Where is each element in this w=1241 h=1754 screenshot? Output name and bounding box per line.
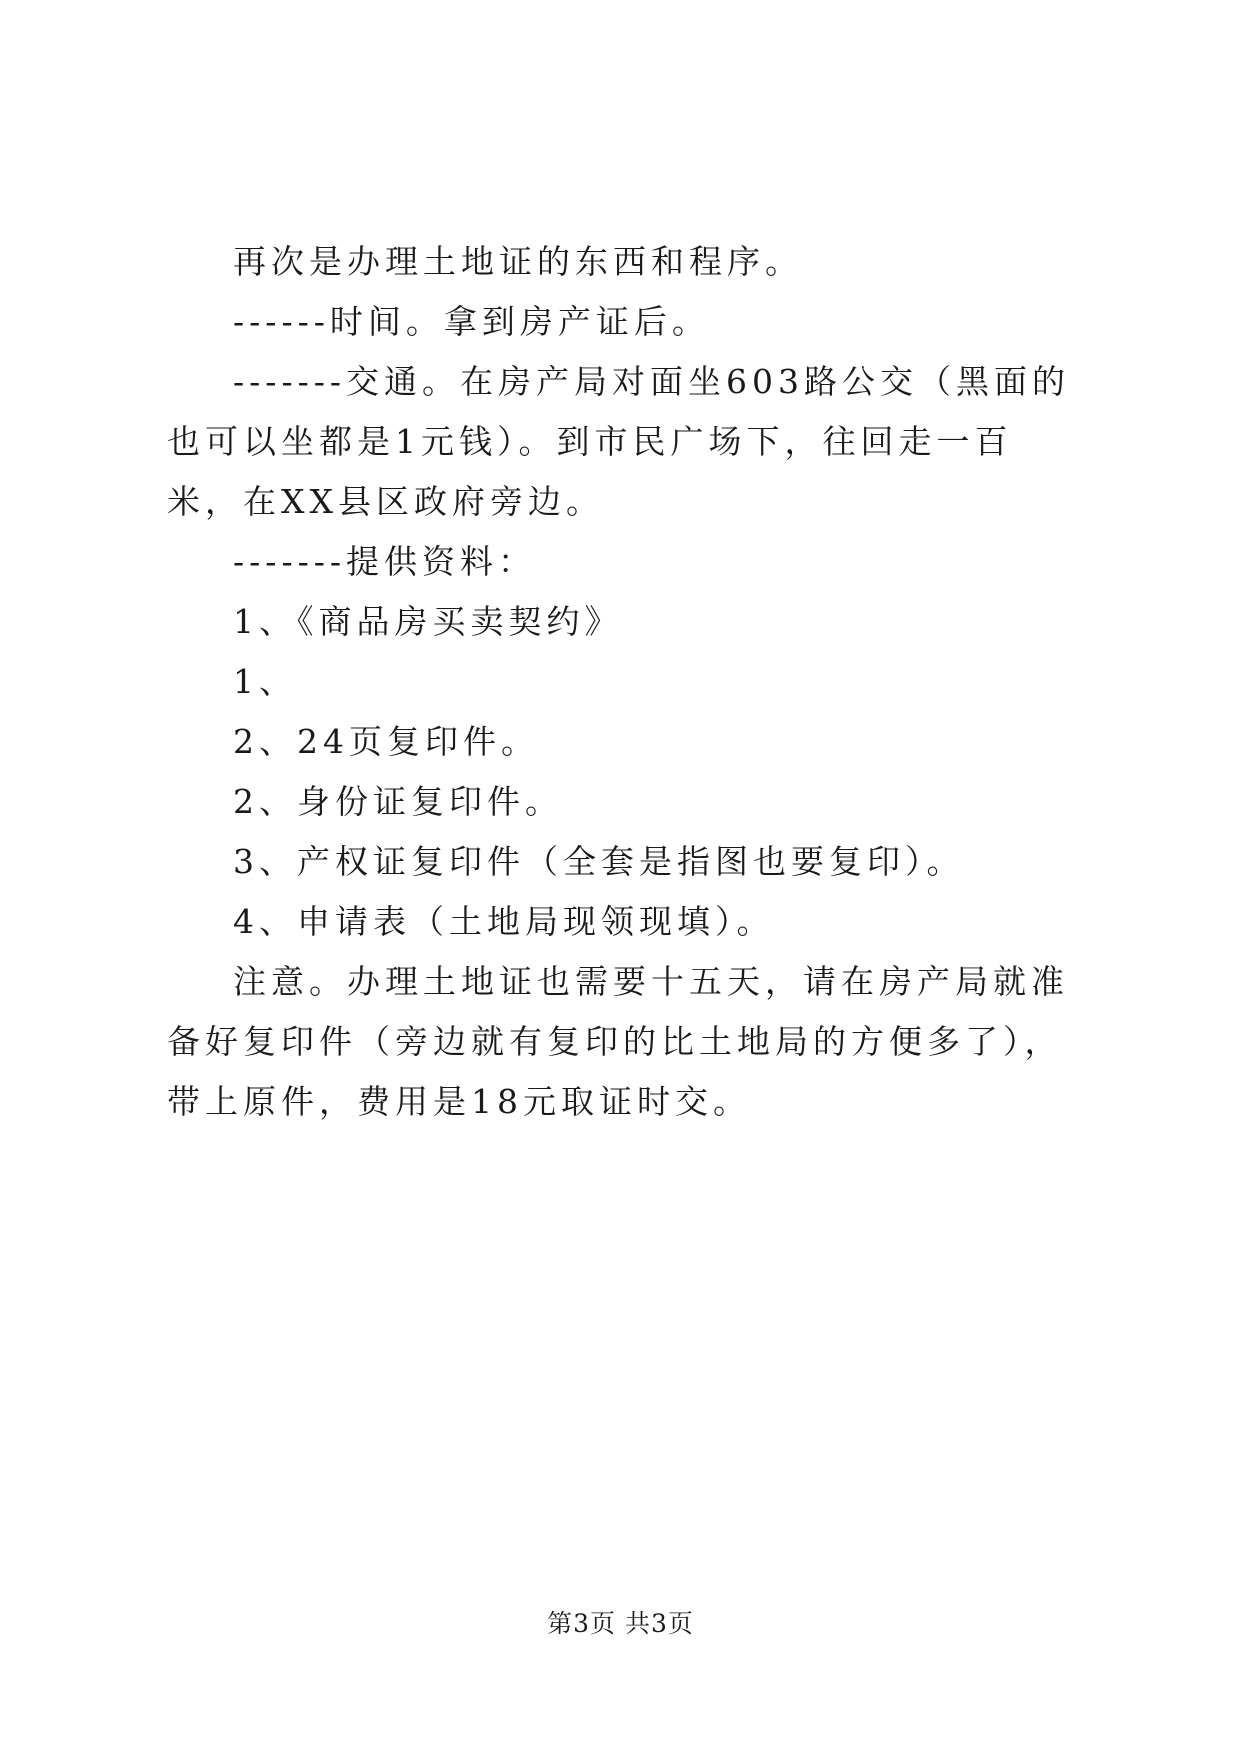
list-item-property-cert-copy: 3、产权证复印件（全套是指图也要复印）。: [233, 842, 965, 881]
paragraph-transport: -------交通。在房产局对面坐603路公交（黑面的也可以坐都是1元钱）。到市民广场下，往回走一百米，在XX县区政府旁边。: [167, 362, 1071, 521]
paragraph-intro: 再次是办理土地证的东西和程序。: [233, 242, 803, 281]
list-item-empty: 1、: [233, 662, 297, 701]
list-item-id-copy: 2、身份证复印件。: [233, 782, 563, 821]
document-body: [167, 232, 1087, 1132]
page-footer: 第3页 共3页: [547, 1609, 694, 1638]
paragraph-notice: 注意。办理土地证也需要十五天，请在房产局就准备好复印件（旁边就有复印的比土地局的方便多了），带上原件，费用是18元取证时交。: [167, 962, 1069, 1121]
paragraph-time: ------时间。拿到房产证后。: [233, 302, 710, 341]
list-item-contract: 1、《商品房买卖契约》: [233, 602, 623, 641]
paragraph-materials-heading: -------提供资料：: [233, 542, 537, 581]
list-item-application-form: 4、申请表（土地局现领现填）。: [233, 902, 775, 941]
list-item-copies: 2、24页复印件。: [233, 722, 539, 761]
